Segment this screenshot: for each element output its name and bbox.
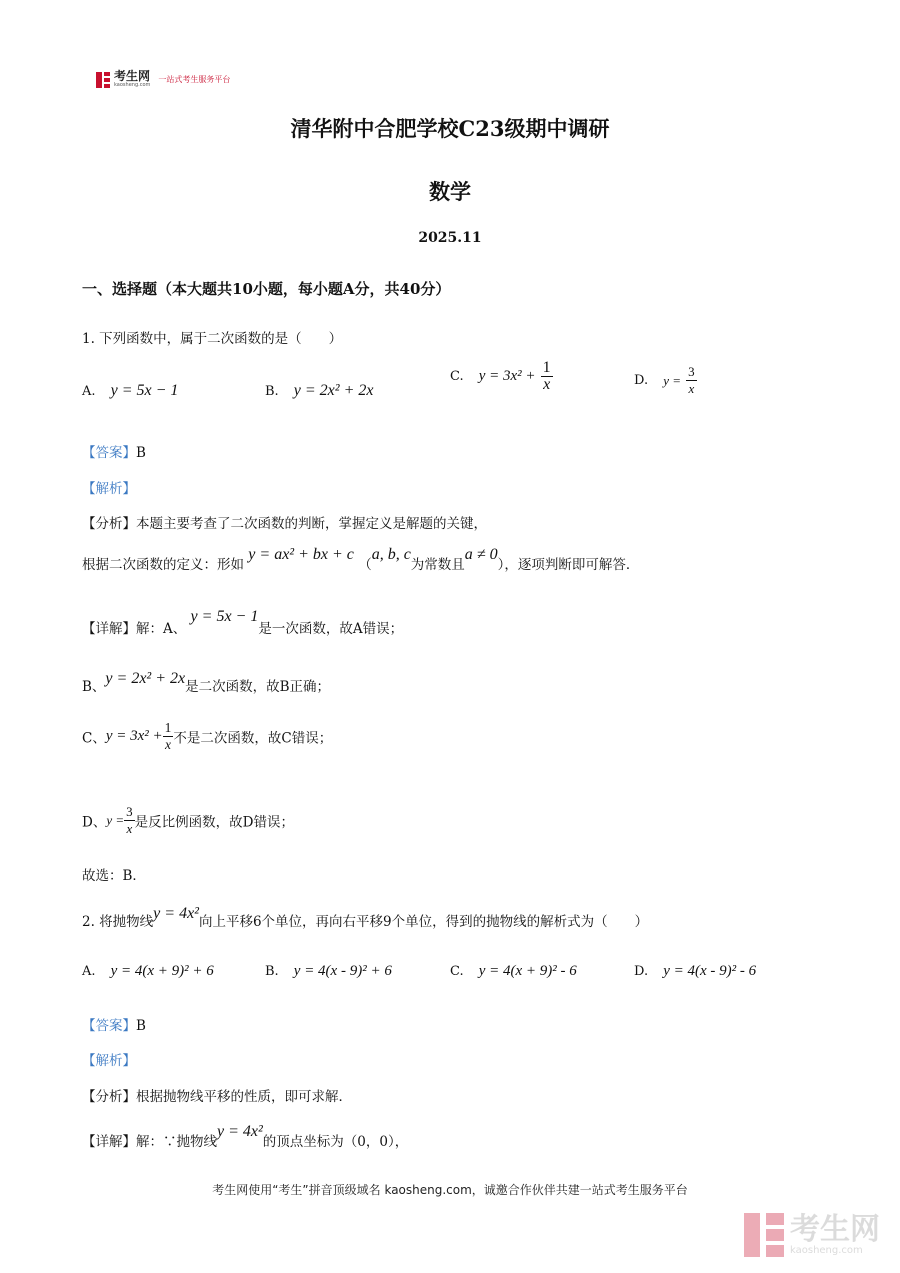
logo-icon bbox=[96, 72, 110, 88]
section-heading: 一、选择题（本大题共10小题，每小题A分，共40分） bbox=[82, 280, 451, 298]
q2-option-a: A. y = 4(x + 9)² + 6 bbox=[82, 963, 214, 979]
logo-domain: kaosheng.com bbox=[114, 82, 151, 88]
q2-detail: 【详解】解：∵抛物线y = 4x²的顶点坐标为（0，0）， bbox=[82, 1123, 409, 1150]
watermark-icon bbox=[744, 1213, 784, 1257]
q2-answer: 【答案】B bbox=[82, 1018, 146, 1034]
watermark-domain: kaosheng.com bbox=[790, 1244, 863, 1256]
doc-subject: 数学 bbox=[429, 179, 471, 204]
q1-detail-d: D、y = $\frac{3}{x}$ 是反比例函数，故D错误； bbox=[82, 804, 294, 836]
watermark-logo bbox=[744, 1213, 880, 1257]
q1-answer: 【答案】B bbox=[82, 445, 146, 461]
q1-fenxi: 【分析】本题主要考查了二次函数的判断，掌握定义是解题的关键， bbox=[82, 516, 487, 532]
q2-analysis-tag: 【解析】 bbox=[82, 1053, 136, 1069]
q1-option-b: B. y = 2x² + 2x bbox=[265, 382, 374, 399]
header-logo bbox=[96, 71, 230, 88]
page-footer: 考生网使用“考生”拼音顶级域名 kaosheng.com，诚邀合作伙伴共建一站式考生服务平台 bbox=[212, 1183, 688, 1197]
q2-stem: 2. 将抛物线y = 4x²向上平移6个单位，再向右平移9个单位，得到的抛物线的解析式为（ ） bbox=[82, 905, 649, 930]
q1-definition: 根据二次函数的定义：形如 y = ax² + bx + c （a, b, c为常数且a ≠ 0），逐项判断即可解答． bbox=[82, 546, 640, 573]
q2-fenxi: 【分析】根据抛物线平移的性质，即可求解． bbox=[82, 1089, 352, 1105]
q1-analysis-tag: 【解析】 bbox=[82, 481, 136, 497]
doc-date: 2025.11 bbox=[418, 230, 482, 246]
q1-conclusion: 故选：B． bbox=[82, 868, 146, 884]
q1-option-a: A. y = 5x − 1 bbox=[82, 382, 179, 399]
logo-name: 考生网 bbox=[114, 69, 151, 83]
q2-option-d: D. y = 4(x - 9)² - 6 bbox=[634, 963, 757, 979]
q1-stem: 1. 下列函数中，属于二次函数的是（ ） bbox=[82, 331, 343, 347]
q1-option-d: D. y = $\frac{3}{x}$ bbox=[634, 364, 695, 396]
header-slogan: 一站式考生服务平台 bbox=[158, 75, 231, 84]
q1-detail-b: B、y = 2x² + 2x是二次函数，故B正确； bbox=[82, 670, 331, 695]
q1-detail-a: 【详解】解：A、 y = 5x − 1是一次函数，故A错误； bbox=[82, 608, 404, 637]
doc-title: 清华附中合肥学校C23级期中调研 bbox=[290, 116, 610, 141]
q2-option-b: B. y = 4(x - 9)² + 6 bbox=[265, 963, 392, 979]
watermark-name: 考生网 bbox=[790, 1211, 880, 1247]
q1-detail-c: C、y = 3x² + $\frac{1}{x}$ 不是二次函数，故C错误； bbox=[82, 720, 333, 752]
q1-option-c: C. y = 3x² + $\frac{1}{x}$ bbox=[450, 359, 551, 393]
q2-option-c: C. y = 4(x + 9)² - 6 bbox=[450, 963, 577, 979]
